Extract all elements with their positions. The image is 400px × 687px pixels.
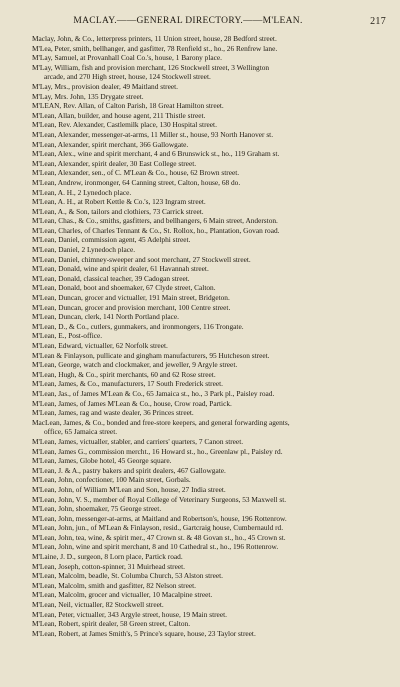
directory-entry: M'Lean, Daniel, 2 Lynedoch place.	[32, 245, 136, 255]
directory-entry: M'Lean, John, wine and spirit merchant, 8 and 10 Cathedral st., ho., 196 Rottenrow.	[32, 542, 279, 552]
directory-entry: M'Lean & Finlayson, pullicate and gingham manufacturers, 95 Hutcheson street.	[32, 350, 270, 360]
directory-entry: M'Lean, Donald, boot and shoemaker, 67 Clyde street, Calton.	[32, 283, 216, 293]
directory-entry: Maclay, John, & Co., letterpress printers, 11 Union street, house, 28 Bedford street.	[32, 34, 277, 43]
directory-entry: M'Lean, Allan, builder, and house agent, 211 Thistle street.	[32, 110, 206, 120]
directory-entry: M'Laine, J. D., surgeon, 8 Lorn place, Partick road.	[32, 552, 183, 562]
page-header	[14, 16, 388, 28]
directory-entry: M'Lean, Alexander, spirit dealer, 30 East College street.	[32, 158, 197, 168]
directory-entry: M'Lean, E., Post-office.	[32, 331, 103, 341]
directory-entry: M'Lean, Duncan, grocer and victualler, 191 Main street, Bridgeton.	[32, 293, 230, 303]
directory-entry: M'Lean, John, of William M'Lean and Son, house, 27 India street.	[32, 484, 226, 494]
directory-entry: M'Lean, Alex., wine and spirit merchant, 4 and 6 Brunswick st., ho., 119 Graham st.	[32, 149, 280, 159]
directory-entry: M'Lean, Daniel, chimney-sweeper and soot merchant, 27 Stockwell street.	[32, 254, 251, 264]
directory-entry: M'Lean, James, victualler, stabler, and carriers' quarters, 7 Canon street.	[32, 436, 244, 446]
directory-entry: M'Lea, Peter, smith, bellhanger, and gasfitter, 78 Renfield st., ho., 26 Renfrew lane.	[32, 43, 278, 53]
directory-entry: M'Lean, John, V. S., member of Royal College of Veterinary Surgeons, 53 Maxwell st.	[32, 494, 287, 504]
directory-entry: M'Lean, Andrew, ironmonger, 64 Canning street, Calton, house, 68 do.	[32, 177, 241, 187]
directory-entry: M'Lay, William, fish and provision merchant, 126 Stockwell street, 3 Wellington	[32, 62, 270, 72]
running-title: MACLAY.——GENERAL DIRECTORY.——M'LEAN.	[73, 16, 303, 26]
directory-entry: M'Lean, John, jun., of M'Lean & Finlayson, resid., Gartcraig house, Cumbernauld rd.	[32, 523, 284, 533]
directory-entry: M'Lean, George, watch and clockmaker, and jeweller, 9 Argyle street.	[32, 360, 238, 370]
directory-entry: M'Lean, Hugh, & Co., spirit merchants, 60 and 62 Rose street.	[32, 369, 216, 379]
directory-entry: M'Lean, James, rag and waste dealer, 36 Princes street.	[32, 408, 194, 418]
directory-entry: M'Lean, James, Globe hotel, 45 George square.	[32, 456, 172, 466]
directory-entry: M'Lean, Malcolm, beadle, St. Columba Church, 53 Alston street.	[32, 571, 224, 581]
directory-entry: MacLean, James, & Co., bonded and free-store keepers, and general forwarding agents,	[32, 417, 290, 427]
directory-entry: M'Lean, Alexander, messenger-at-arms, 11 Miller st., house, 93 North Hanover st.	[32, 129, 274, 139]
directory-entry: M'Lean, Neil, victualler, 82 Stockwell street.	[32, 600, 164, 610]
directory-entry: M'Lean, John, tea, wine, & spirit mer., 47 Crown st. & 48 Govan st., ho., 45 Crown st.	[32, 532, 286, 542]
directory-entry: M'Lean, A. H., at Robert Kettle & Co.'s, 123 Ingram street.	[32, 197, 206, 207]
directory-entry: M'Lean, Duncan, clerk, 141 North Portland place.	[32, 312, 179, 322]
directory-entry: M'Lean, Malcolm, smith and gasfitter, 82 Nelson street.	[32, 580, 196, 590]
directory-entry: M'Lean, A., & Son, tailors and clothiers, 73 Carrick street.	[32, 206, 204, 216]
directory-entry: M'Lean, John, messenger-at-arms, at Maitland and Robertson's, house, 196 Rottenrow.	[32, 513, 287, 523]
directory-entry: M'Lean, Donald, wine and spirit dealer, 61 Havannah street.	[32, 264, 209, 274]
directory-entry: M'Lean, J. & A., pastry bakers and spirit dealers, 467 Gallowgate.	[32, 465, 226, 475]
directory-entry: M'Lean, Peter, victualler, 343 Argyle street, house, 19 Main street.	[32, 609, 227, 619]
directory-entry: M'Lean, James, & Co., manufacturers, 17 South Frederick street.	[32, 379, 223, 389]
directory-entry: M'Lean, Donald, classical teacher, 39 Cadogan street.	[32, 273, 190, 283]
directory-entry: M'Lean, Duncan, grocer and provision merchant, 100 Centre street.	[32, 302, 231, 312]
directory-entry: M'Lay, Mrs. John, 135 Drygate street.	[32, 91, 144, 101]
directory-entry: M'Lean, Alexander, sen., of C. M'Lean & Co., house, 62 Brown street.	[32, 168, 240, 178]
directory-entry: M'Lean, Daniel, commission agent, 45 Adelphi street.	[32, 235, 191, 245]
page-number: 217	[370, 16, 386, 27]
directory-entry: M'Lean, John, confectioner, 100 Main street, Gorbals.	[32, 475, 191, 485]
directory-entry: M'Lean, Robert, spirit dealer, 58 Green street, Calton.	[32, 619, 191, 629]
directory-entry: M'Lean, Edward, victualler, 62 Norfolk street.	[32, 341, 168, 350]
directory-entry: M'Lean, James G., commission mercht., 16 Howard st., ho., Greenlaw pl., Paisley rd.	[32, 446, 283, 456]
directory-entry: M'LEAN, Rev. Allan, of Calton Parish, 18 Great Hamilton street.	[32, 101, 224, 111]
directory-entry: M'Lay, Samuel, at Provanhall Coal Co.'s, house, 1 Barony place.	[32, 53, 223, 63]
directory-entry: M'Lean, Jas., of James M'Lean & Co., 65 Jamaica st., ho., 3 Park pl., Paisley road.	[32, 388, 275, 398]
directory-entry: M'Lean, Charles, of Charles Tennant & Co., St. Rollox, ho., Plantation, Govan road.	[32, 225, 280, 235]
directory-entry: M'Lean, Alexander, spirit merchant, 366 Gallowgate.	[32, 139, 189, 149]
directory-entry-continuation: arcade, and 270 High street, house, 124 Stockwell street.	[44, 72, 211, 82]
directory-entry: M'Lean, Malcolm, grocer and victualler, 10 Macalpine street.	[32, 590, 213, 600]
directory-entry: M'Lay, Mrs., provision dealer, 49 Maitland street.	[32, 81, 178, 91]
directory-entry: M'Lean, Joseph, cotton-spinner, 31 Muirhead street.	[32, 561, 185, 571]
directory-entry: M'Lean, Chas., & Co., smiths, gasfitters, and bellhangers, 6 Main street, Anderston.	[32, 216, 278, 226]
directory-entry: M'Lean, John, shoemaker, 75 George street.	[32, 504, 162, 514]
directory-entry: M'Lean, A. H., 2 Lynedoch place.	[32, 187, 132, 197]
directory-entry: M'Lean, D., & Co., cutlers, gunmakers, and ironmongers, 116 Trongate.	[32, 321, 244, 331]
directory-entry: M'Lean, Rev. Alexander, Castlemilk place, 130 Hospital street.	[32, 120, 217, 130]
directory-entry-continuation: office, 65 Jamaica street.	[44, 427, 118, 437]
directory-entries	[32, 34, 388, 638]
directory-entry: M'Lean, James, of James M'Lean & Co., house, Crow road, Partick.	[32, 398, 232, 408]
directory-entry: M'Lean, Robert, at James Smith's, 5 Prince's square, house, 23 Taylor street.	[32, 628, 256, 638]
